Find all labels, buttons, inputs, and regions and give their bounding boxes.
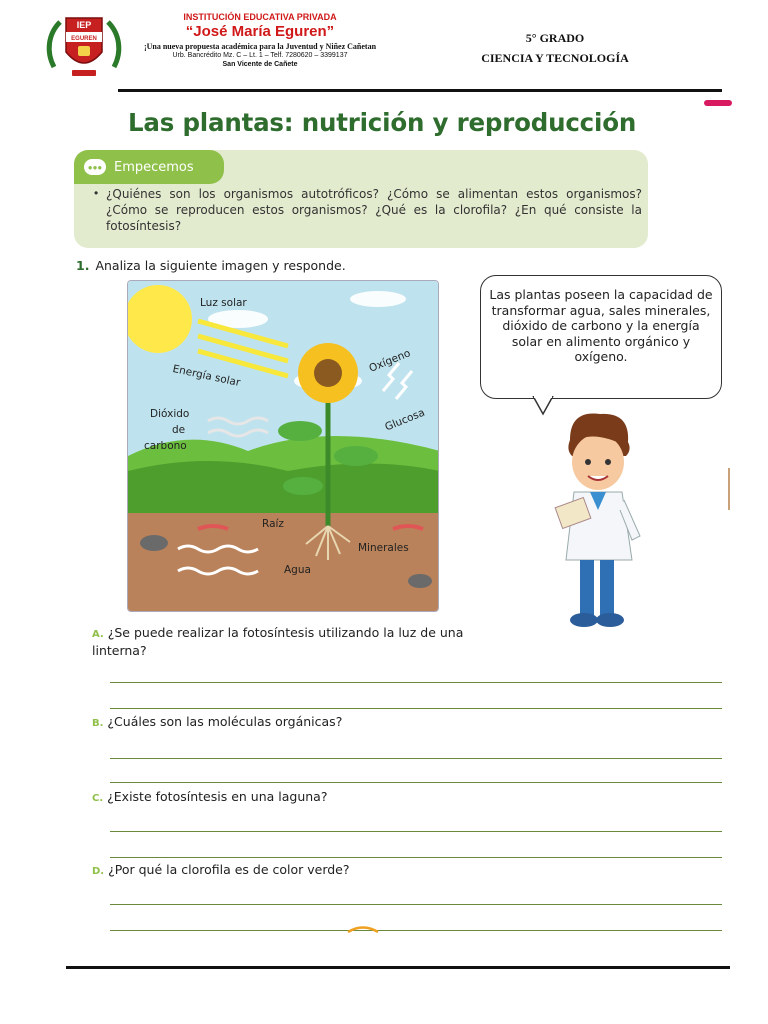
label-glucosa: Glucosa	[383, 406, 427, 434]
empecemos-tab	[74, 150, 224, 184]
question-letter: C.	[92, 793, 104, 804]
rock-icon	[140, 535, 168, 551]
school-name: “José María Eguren”	[185, 23, 335, 40]
answer-line[interactable]	[110, 782, 722, 783]
question-d	[92, 862, 492, 880]
label-agua: Agua	[284, 564, 311, 576]
decorative-swoosh-icon	[346, 925, 380, 933]
answer-line[interactable]	[110, 857, 722, 858]
label-raiz: Raíz	[262, 518, 284, 530]
logo-top-text: IEP	[76, 20, 92, 30]
subject-label: CIENCIA Y TECNOLOGÍA	[481, 51, 629, 65]
activity-heading	[76, 258, 346, 273]
question-b	[92, 714, 492, 732]
header-divider	[118, 89, 722, 92]
question-text: ¿Cuáles son las moléculas orgánicas?	[107, 714, 343, 729]
footer-divider	[66, 966, 730, 969]
bubble-text: Las plantas poseen la capacidad de transformar agua, sales minerales, dióxido de carbono y la energía solar en alimento orgánico y oxígeno.	[489, 287, 713, 364]
empecemos-label: Empecemos	[114, 159, 194, 175]
logo-bottom-text: EGUREN	[71, 36, 97, 42]
question-letter: D.	[92, 866, 105, 877]
question-text: ¿Existe fotosíntesis en una laguna?	[107, 789, 328, 804]
school-header	[120, 12, 400, 68]
question-letter: A.	[92, 629, 104, 640]
rock-icon	[408, 574, 432, 588]
empecemos-text: ¿Quiénes son los organismos autotróficos? ¿Cómo se alimentan estos organismos? ¿Cómo se reproducen estos organismos? ¿Qué es la clorofila? ¿En qué consiste la fotosíntesis?	[106, 187, 642, 233]
label-energia-solar: Energía solar	[171, 362, 242, 390]
page-title: Las plantas: nutrición y reproducción	[128, 108, 637, 137]
answer-line[interactable]	[110, 758, 722, 759]
answer-line[interactable]	[110, 831, 722, 832]
school-city: San Vicente de Cañete	[222, 61, 298, 68]
question-a	[92, 625, 492, 659]
label-luz-solar: Luz solar	[200, 297, 247, 309]
pink-accent	[704, 100, 732, 106]
bullet: •	[94, 186, 99, 200]
answer-line[interactable]	[110, 904, 722, 905]
school-address: Urb. Bancrédito Mz. C – Lt. 1 – Telf. 7280620 – 3399137	[172, 52, 348, 59]
answer-line[interactable]	[110, 682, 722, 683]
label-de: de	[172, 424, 186, 436]
activity-instruction: Analiza la siguiente imagen y responde.	[95, 258, 346, 273]
answer-line[interactable]	[110, 930, 722, 931]
question-text: ¿Por qué la clorofila es de color verde?	[108, 862, 350, 877]
chat-bubble-icon: ●●●	[84, 159, 106, 175]
question-c	[92, 789, 492, 807]
grade-label: 5° GRADO	[525, 31, 585, 45]
school-logo	[44, 12, 124, 82]
question-text: ¿Se puede realizar la fotosíntesis utilizando la luz de una linterna?	[92, 625, 464, 658]
answer-line[interactable]	[110, 708, 722, 709]
label-carbono: carbono	[144, 440, 187, 452]
institution-type: INSTITUCIÓN EDUCATIVA PRIVADA	[183, 12, 337, 22]
label-oxigeno: Oxígeno	[367, 347, 413, 375]
school-motto: ¡Una nueva propuesta académica para la Juventud y Niñez Cañetan	[143, 42, 377, 51]
page-edge-mark	[728, 468, 730, 510]
scientist-boy-icon	[540, 410, 650, 635]
question-letter: B.	[92, 718, 104, 729]
label-minerales: Minerales	[358, 542, 409, 554]
label-dioxido: Dióxido	[150, 408, 190, 420]
activity-number: 1.	[76, 258, 90, 273]
grade-block	[450, 28, 660, 68]
